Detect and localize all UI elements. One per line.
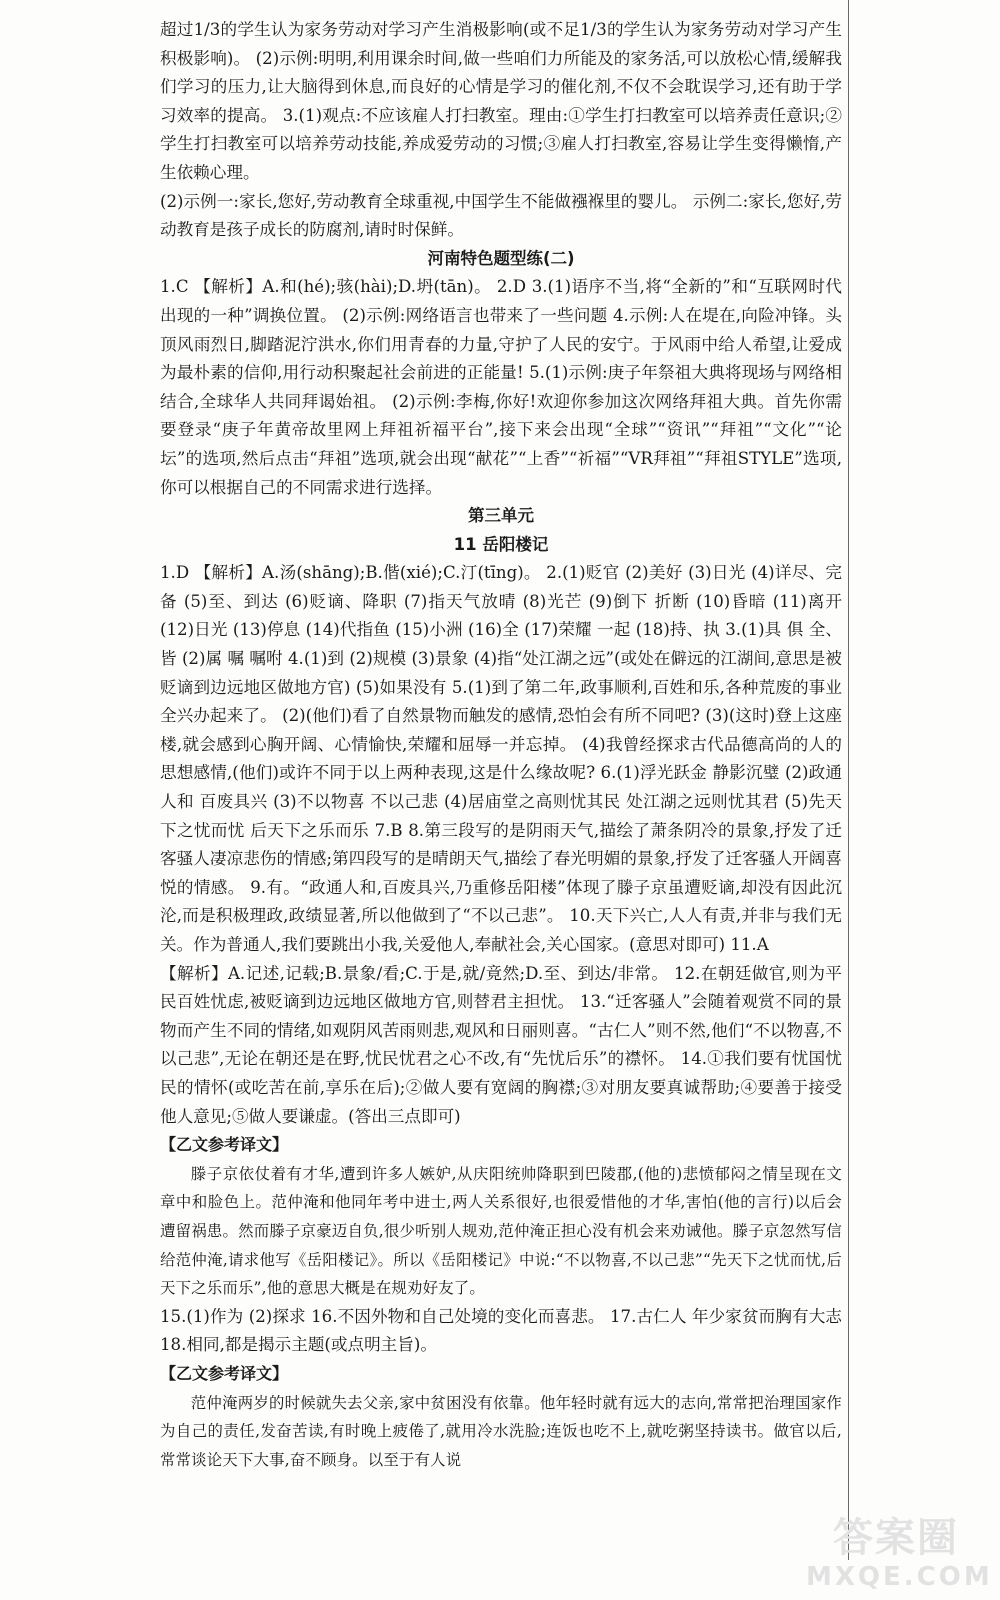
answers-15-18: 15.(1)作为 (2)探求 16.不因外物和自己处境的变化而喜悲。 17.古仁人 年少家贫而胸有大志 18.相同,都是揭示主题(或点明主旨)。 — [160, 1306, 842, 1355]
translation-text-2: 范仲淹两岁的时候就失去父亲,家中贫困没有依靠。他年轻时就有远大的志向,常常把治理国家作为自己的责任,发奋苦读,有时晚上疲倦了,就用冷水洗脸;连饭也吃不上,就吃粥坚持读书。做官以后,常常谈论天下大事,奋不顾身。以至于有人说 — [160, 1393, 842, 1469]
lesson-answers: 1.D 【解析】A.汤(shāng);B.偕(xié);C.汀(tīng)。 2.(1)贬官 (2)美好 (3)日光 (4)详尽、完备 (5)至、到达 (6)贬谪、降职 (7)指天气放晴 (8)光芒 (9)倒下 折断 (10)昏暗 (11)离开 (12)日光 (13)停息 (14)代指鱼 (15)小洲 (16)全 (17)荣耀 一起 (18)持、执 3.(1)具 俱 全、皆 (2)属 嘱 嘱咐 4.(1)到 (2)规模 (3)景象 (4)指“处江湖之远”(或处在僻远的江湖间,意思是被贬谪到边远地区做地方官) (5)如果没有 5.(1)到了第二年,政事顺利,百姓和乐,各种荒废的事业全兴办起来了。 (2)(他们)看了自然景物而触发的感情,恐怕会有所不同吧? (3)(这时)登上这座楼,就会感到心胸开阔、心情愉快,荣耀和屈辱一并忘掉。 (4)我曾经探求古代品德高尚的人的思想感情,(他们)或许不同于以上两种表现,这是什么缘故呢? 6.(1)浮光跃金 静影沉璧 (2)政通人和 百废具兴 (3)不以物喜 不以己悲 (4)居庙堂之高则忧其民 处江湖之远则忧其君 (5)先天下之忧而忧 后天下之乐而乐 7.B 8.第三段写的是阴雨天气,描绘了萧条阴冷的景象,抒发了迁客骚人凄凉悲伤的情感;第四段写的是晴朗天气,描绘了春光明媚的景象,抒发了迁客骚人开阔喜悦的情感。 9.有。“政通人和,百废具兴,乃重修岳阳楼”体现了滕子京虽遭贬谪,却没有因此沉沦,而是积极理政,政绩显著,所以他做到了“不以己悲”。 10.天下兴亡,人人有责,并非与我们无关。作为普通人,我们要跳出小我,关爱他人,奉献社会,关心国家。(意思对即可) 11.A — [160, 563, 842, 954]
henan-section-title: 河南特色题型练(二) — [427, 248, 575, 268]
intro-paragraph-2: (2)示例一:家长,您好,劳动教育全球重视,中国学生不能做襁褓里的婴儿。 示例二:家长,您好,劳动教育是孩子成长的防腐剂,请时时保鲜。 — [160, 191, 842, 240]
lesson-title: 11 岳阳楼记 — [453, 534, 549, 554]
translation-block-2 — [160, 1389, 842, 1475]
intro-paragraph-1: 超过1/3的学生认为家务劳动对学习产生消极影响(或不足1/3的学生认为家务劳动对学习产生积极影响)。 (2)示例:明明,利用课余时间,做一些咱们力所能及的家务活,可以放松心情,缓解我们学习的压力,让大脑得到休息,而良好的心情是学习的催化剂,不仅不会耽误学习,还有助于学习效率的提高。 3.(1)观点:不应该雇人打扫教室。理由:①学生打扫教室可以培养责任意识;②学生打扫教室可以培养劳动技能,养成爱劳动的习惯;③雇人打扫教室,容易让学生变得懒惰,产生依赖心理。 — [160, 20, 842, 182]
henan-section-answers: 1.C 【解析】A.和(hé);骇(hài);D.坍(tān)。 2.D 3.(1)语序不当,将“全新的”和“互联网时代出现的一种”调换位置。 (2)示例:网络语言也带来了一些问题 4.示例:人在堤在,向险冲锋。头顶风雨烈日,脚踏泥泞洪水,你们用青春的力量,守护了人民的安宁。于风雨中给人希望,让爱成为最朴素的信仰,用行动积聚起社会前进的正能量! 5.(1)示例:庚子年祭祖大典将现场与网络相结合,全球华人共同拜谒始祖。 (2)示例:李梅,你好!欢迎你参加这次网络拜祖大典。首先你需要登录“庚子年黄帝故里网上拜祖祈福平台”,接下来会出现“全球”“资讯”“拜祖”“文化”“论坛”的选项,然后点击“拜祖”选项,就会出现“献花”“上香”“祈福”“VR拜祖”“拜祖STYLE”选项,你可以根据自己的不同需求进行选择。 — [160, 277, 842, 497]
answer-key-column — [160, 16, 842, 1474]
watermark-top-text: 答案圈 — [833, 1515, 959, 1561]
translation-block-1 — [160, 1160, 842, 1303]
watermark-logo — [806, 1515, 993, 1596]
translation-label-1: 【乙文参考译文】 — [160, 1135, 289, 1155]
translation-text-1: 滕子京依仗着有才华,遭到许多人嫉妒,从庆阳统帅降职到巴陵郡,(他的)悲愤郁闷之情呈现在文章中和脸色上。范仲淹和他同年考中进士,两人关系很好,也很爱惜他的才华,害怕(他的言行)以后会遭留祸患。然而滕子京豪迈自负,很少听别人规劝,范仲淹正担心没有机会来劝诫他。滕子京忽然写信给范仲淹,请求他写《岳阳楼记》。所以《岳阳楼记》中说:“不以物喜,不以己悲”“先天下之忧而忧,后天下之乐而乐”,他的意思大概是在规劝好友了。 — [160, 1164, 842, 1298]
translation-label-2: 【乙文参考译文】 — [160, 1363, 289, 1383]
column-divider — [848, 0, 849, 1560]
lesson-answers-continued: 【解析】A.记述,记载;B.景象/看;C.于是,就/竟然;D.至、到达/非常。 12.在朝廷做官,则为平民百姓忧虑,被贬谪到边远地区做地方官,则替君主担忧。 13.“迁客骚人”会随着观赏不同的景物而产生不同的情绪,如观阴风苦雨则悲,观风和日丽则喜。“古仁人”则不然,他们“不以物喜,不以己悲”,无论在朝还是在野,忧民忧君之心不改,有“先忧后乐”的襟怀。 14.①我们要有忧国忧民的情怀(或吃苦在前,享乐在后);②做人要有宽阔的胸襟;③对朋友要真诚帮助;④要善于接受他人意见;⑤做人要谦虚。(答出三点即可) — [160, 963, 842, 1126]
unit-title: 第三单元 — [468, 506, 534, 526]
watermark-domain-text: MXQE.COM — [806, 1562, 993, 1592]
